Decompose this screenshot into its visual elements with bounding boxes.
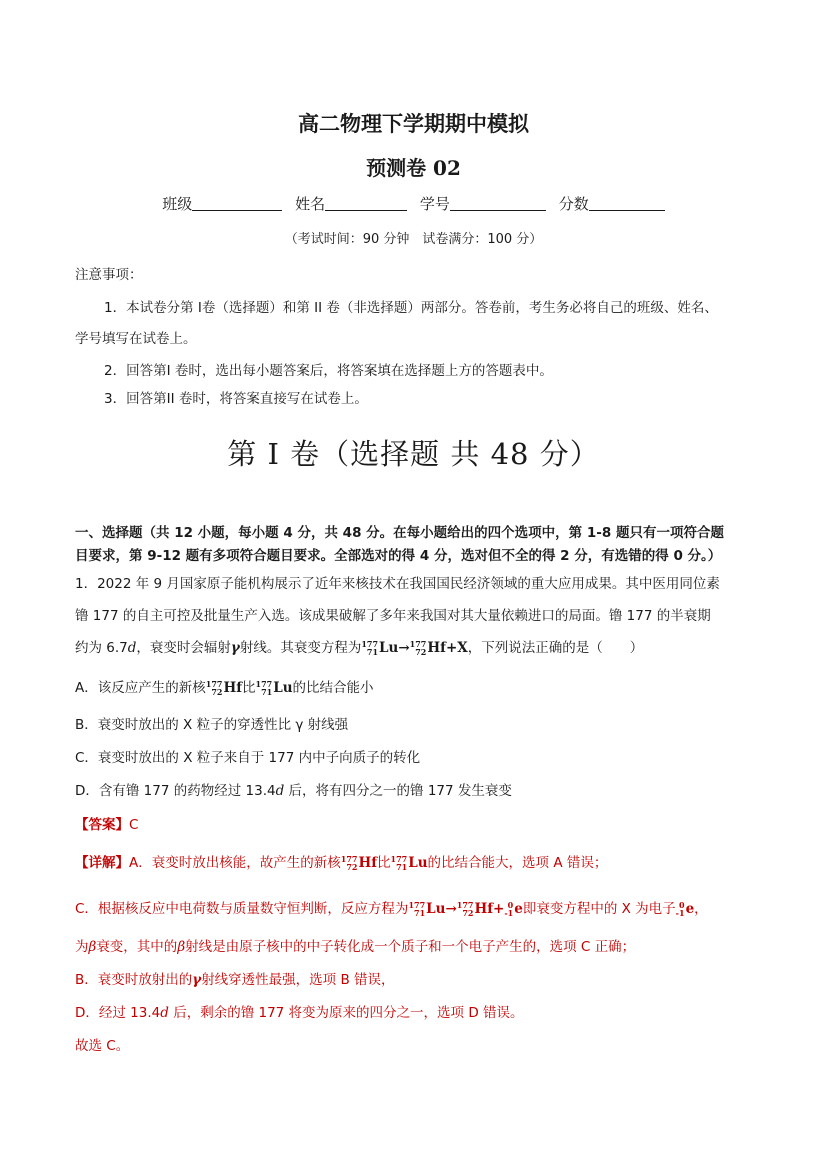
notes-item-3: 3．回答第II 卷时，将答案直接写在试卷上。 [104,391,368,407]
answer-line [75,813,138,833]
paper-title: 高二物理下学期期中模拟 [298,111,529,136]
field-class-label: 班级 [162,195,193,213]
beta-symbol: β [88,939,97,955]
field-score-blank[interactable] [589,196,665,211]
part1-instructions-cont: 目要求，第 9-12 题有多项符合题目要求。全部选对的得 4 分，选对但不全的得 2 分，有选错的得 0 分。） [75,548,722,564]
explanation-line-1: 【详解】A．衰变时放出核能，故产生的新核 177 72 Hf比 177 71 Lu的比结合能大，选项 A 错误； [75,854,608,872]
gamma-symbol: γ [230,640,240,656]
question-1-line-2: 镥 177 的自主可控及批量生产入选。该成果破解了多年来我国对其大量依赖进口的局面。镥 177 的半衰期 [75,608,711,624]
explanation-line-4: B．衰变时放射出的γ射线穿透性最强，选项 B 错误， [75,972,395,988]
explanation-line-2: C．根据核反应中电荷数与质量数守恒判断，反应方程为 177 71 Lu→ 177 72 Hf+ 0 -1 e即衰变方程中的 X 为电子 0 -1 e， [75,900,708,918]
field-class-blank[interactable] [192,196,282,211]
field-name-label: 姓名 [295,195,326,213]
explanation-label: 【详解】 [75,855,129,871]
explanation-line-3: 为β衰变，其中的β射线是由原子核中的中子转化成一个质子和一个电子产生的，选项 C 正确； [75,939,636,955]
answer-label: 【答案】 [75,817,129,833]
notes-item-1: 1．本试卷分第 I卷（选择题）和第 II 卷（非选择题）两部分。答卷前，考生务必将自己的班级、姓名、 [104,300,718,316]
answer-value: C [129,817,139,833]
exam-time-info: （考试时间：90 分钟 试卷满分：100 分） [284,232,543,247]
part1-instructions: 一、选择题（共 12 小题，每小题 4 分，共 48 分。在每小题给出的四个选项中，第 1-8 题只有一项符合题 [75,525,724,541]
student-info-fields [0,193,827,214]
question-1-line-3: 约为 6.7d，衰变时会辐射γ射线。其衰变方程为 177 71 Lu→ 177 72 Hf+X，下列说法正确的是（ ） [75,639,644,657]
paper-subtitle: 预测卷 02 [366,156,461,180]
field-id-blank[interactable] [450,196,546,211]
option-c: C．衰变时放出的 X 粒子来自于 177 内中子向质子的转化 [75,750,421,766]
explanation-line-5: D．经过 13.4d 后，剩余的镥 177 将变为原来的四分之一，选项 D 错误。 [75,1005,524,1021]
question-1-line-1: 1．2022 年 9 月国家原子能机构展示了近年来核技术在我国国民经济领域的重大应用成果。其中医用同位素 [75,576,720,592]
notes-item-1-cont: 学号填写在试卷上。 [75,331,197,347]
notes-heading: 注意事项： [75,267,143,283]
notes-item-2: 2．回答第I 卷时，选出每小题答案后，将答案填在选择题上方的答题表中。 [104,363,553,379]
conclusion: 故选 C。 [75,1038,130,1054]
option-d: D．含有镥 177 的药物经过 13.4d 后，将有四分之一的镥 177 发生衰变 [75,783,512,799]
field-name-blank[interactable] [325,196,407,211]
option-a: A．该反应产生的新核 177 72 Hf比 177 71 Lu的比结合能小 [75,679,374,697]
field-score-label: 分数 [558,195,589,213]
option-b: B．衰变时放出的 X 粒子的穿透性比 γ 射线强 [75,717,349,733]
section-title: 第 I 卷（选择题 共 48 分） [227,437,600,471]
field-id-label: 学号 [419,195,450,213]
